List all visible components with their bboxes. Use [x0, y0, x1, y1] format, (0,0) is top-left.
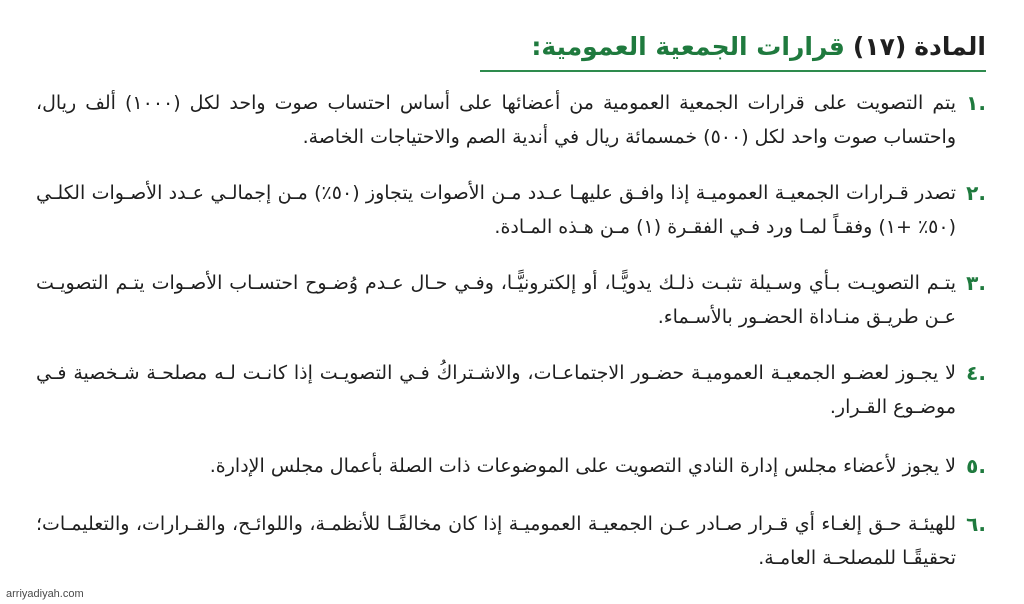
- clause-number: .٤: [966, 361, 986, 385]
- clause-number: .٢: [966, 181, 986, 205]
- source-watermark: arriyadiyah.com: [6, 588, 84, 600]
- clause-number: .١: [966, 91, 986, 115]
- clause-number: .٥: [966, 454, 986, 478]
- clause-item: [36, 266, 986, 334]
- heading-number: (١٧): [852, 31, 907, 61]
- clause-number: .٦: [966, 512, 986, 536]
- clause-item: [36, 507, 986, 575]
- clause-item: [36, 176, 986, 244]
- clause-number: .٣: [966, 271, 986, 295]
- clause-text: يتم التصويت على قرارات الجمعية العمومية من أعضائها على أساس احتساب صوت واحد لكل (١٠٠٠) ألف ريال، واحتساب صوت واحد لكل (٥٠٠) خمسمائة ريال في أندية الصم والاحتياجات الخاصة.: [36, 92, 957, 148]
- clause-text: لا يجـوز لعضـو الجمعيـة العموميـة حضـور الاجتماعـات، والاشـتراكُ فـي التصويـت إذا كانـت لـه مصلحـة شـخصية فـي موضـوع القـرار.: [36, 362, 956, 418]
- clause-text: لا يجوز لأعضاء مجلس إدارة النادي التصويت على الموضوعات ذات الصلة بأعمال مجلس الإدارة.: [209, 455, 956, 477]
- article-heading: [531, 26, 986, 66]
- clause-item: [36, 449, 986, 483]
- clause-item: [36, 86, 986, 154]
- heading-label: المادة: [914, 31, 986, 61]
- clause-text: للهيئـة حـق إلغـاء أي قـرار صـادر عـن الجمعيـة العموميـة إذا كان مخالفًـا للأنظمـة، واللوائـح، والقـرارات، والتعليمـات؛ تحقيقًـا للمصلحـة العامـة.: [36, 513, 956, 569]
- clause-item: [36, 356, 986, 424]
- clause-text: يتـم التصويـت بـأي وسـيلة تثبـت ذلـك يدويًّـا، أو إلكترونيًّـا، وفـي حـال عـدم وُضـوح احتسـاب الأصـوات يتـم التصويـت عـن طريـق منـاداة الحضـور بالأسـماء.: [36, 272, 956, 328]
- heading-underline: [480, 70, 986, 72]
- clause-text: تصدر قـرارات الجمعيـة العموميـة إذا وافـق عليهـا عـدد مـن الأصوات يتجاوز (٥٠٪) مـن إجمالـي عـدد الأصـوات الكلـي (٥٠٪ +١) وفقـاً لمـا ورد فـي الفقـرة (١) مـن هـذه المـادة.: [36, 182, 956, 238]
- heading-title: قرارات الجمعية العمومية:: [531, 31, 845, 61]
